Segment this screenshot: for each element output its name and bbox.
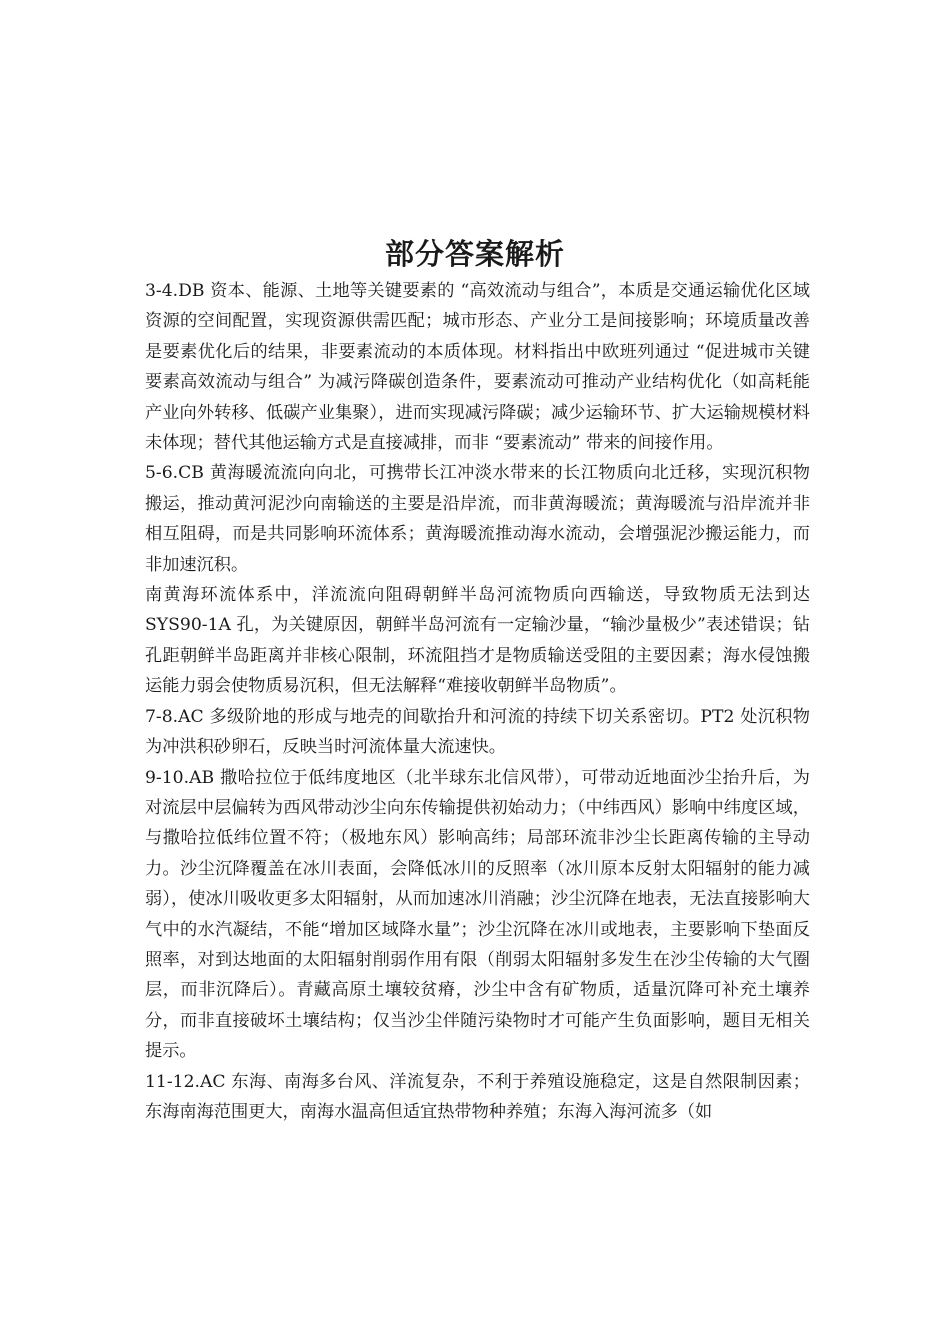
paragraph-5-6: 5-6.CB 黄海暖流流向向北，可携带长江冲淡水带来的长江物质向北迁移，实现沉积物搬运，推动黄河泥沙向南输送的主要是沿岸流，而非黄海暖流；黄海暖流与沿岸流并非相互阻碍，而是共同影响环流体系；黄海暖流推动海水流动，会增强泥沙搬运能力，而非加速沉积。: [145, 463, 810, 575]
paragraph-9-10: 9-10.AB 撒哈拉位于低纬度地区（北半球东北信风带），可带动近地面沙尘抬升后，为对流层中层偏转为西风带动沙尘向东传输提供初始动力；（中纬西风）影响中纬度区域，与撒哈拉低纬位置不符；（极地东风）影响高纬；局部环流非沙尘长距离传输的主导动力。沙尘沉降覆盖在冰川表面，会降低冰川的反照率（冰川原本反射太阳辐射的能力减弱），使冰川吸收更多太阳辐射，从而加速冰川消融；沙尘沉降在地表，无法直接影响大气中的水汽凝结，不能“增加区域降水量”；沙尘沉降在冰川或地表，主要影响下垫面反照率，对到达地面的太阳辐射削弱作用有限（削弱太阳辐射多发生在沙尘传输的大气圈层，而非沉降后）。青藏高原土壤较贫瘠，沙尘中含有矿物质，适量沉降可补充土壤养分，而非直接破坏土壤结构；仅当沙尘伴随污染物时才可能产生负面影响，题目无相关提示。: [145, 767, 810, 1062]
answer-analysis-body: [145, 276, 810, 1127]
paragraph-5-6-continued: 南黄海环流体系中，洋流流向阻碍朝鲜半岛河流物质向西输送，导致物质无法到达 SYS90-1A 孔，为关键原因，朝鲜半岛河流有一定输沙量，“输沙量极少”表述错误；钻孔距朝鲜半岛距离并非核心限制，环流阻挡才是物质输送受阻的主要因素；海水侵蚀搬运能力弱会使物质易沉积，但无法解释“难接收朝鲜半岛物质”。: [145, 585, 810, 697]
paragraph-3-4: 3-4.DB 资本、能源、土地等关键要素的 “高效流动与组合”，本质是交通运输优化区域资源的空间配置，实现资源供需匹配；城市形态、产业分工是间接影响；环境质量改善是要素优化后的结果，非要素流动的本质体现。材料指出中欧班列通过 “促进城市关键要素高效流动与组合” 为减污降碳创造条件，要素流动可推动产业结构优化（如高耗能产业向外转移、低碳产业集聚），进而实现减污降碳；减少运输环节、扩大运输规模材料未体现；替代其他运输方式是直接减排，而非 “要素流动” 带来的间接作用。: [145, 281, 810, 454]
paragraph-7-8: 7-8.AC 多级阶地的形成与地壳的间歇抬升和河流的持续下切关系密切。PT2 处沉积物为冲洪积砂卵石，反映当时河流体量大流速快。: [145, 706, 810, 758]
page-title: 部分答案解析: [384, 237, 565, 271]
paragraph-11-12: 11-12.AC 东海、南海多台风、洋流复杂，不利于养殖设施稳定，这是自然限制因素；东海南海范围更大，南海水温高但适宜热带物种养殖；东海入海河流多（如: [145, 1071, 810, 1122]
